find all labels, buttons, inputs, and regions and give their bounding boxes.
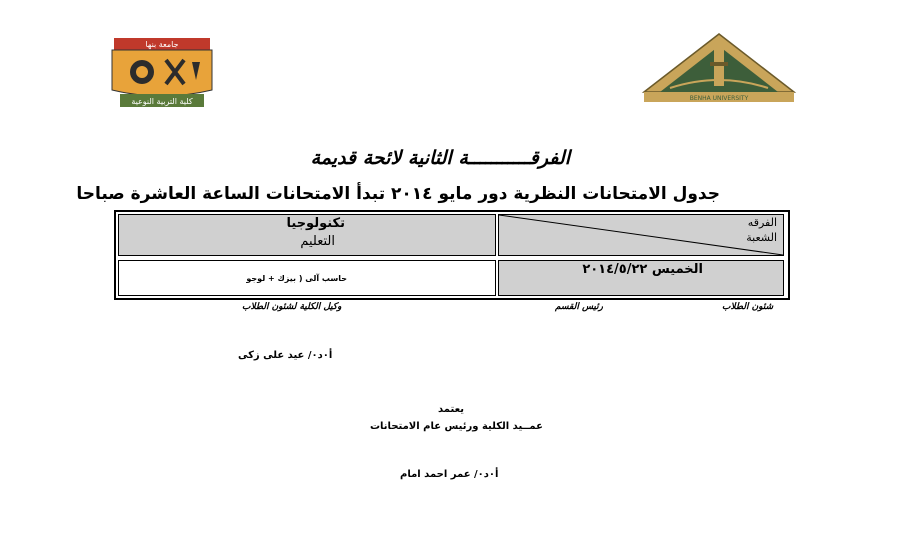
exam-schedule-table: [114, 210, 790, 300]
corner-header-cell: [498, 214, 784, 256]
page-title: الفرقـــــــــــة الثانية لائحة قديمة: [310, 147, 570, 169]
university-logo: [640, 32, 798, 108]
diagonal-divider: [499, 215, 783, 255]
signature-vice-dean: وكيل الكلية لشئون الطلاب: [242, 302, 342, 312]
page-subtitle: جدول الامتحانات النظرية دور مايو ٢٠١٤ تبدأ الامتحانات الساعة العاشرة صباحا: [76, 184, 720, 204]
header-label-section: الشعبة: [746, 231, 777, 244]
subject-text: حاسب آلى ( بيزك + لوجو: [246, 274, 347, 283]
approval-label: يعتمد: [438, 404, 464, 415]
dean-title: عمــيد الكلية ورئيس عام الامتحانات: [370, 421, 543, 432]
logo-university-name: BENHA UNIVERSITY: [689, 95, 749, 102]
faculty-logo: [100, 36, 224, 112]
date-cell: [498, 260, 784, 296]
exam-date: الخميس ٢٠١٤/٥/٢٢: [582, 262, 703, 277]
vice-dean-name: أ٠د٠/ عيد على زكى: [238, 350, 333, 361]
dept-subname: التعليم: [300, 234, 335, 249]
header-label-class: الفرقه: [747, 216, 777, 229]
signature-students-affairs: شئون الطلاب: [722, 302, 774, 312]
logo-faculty-text: كلية التربية النوعية: [131, 97, 193, 106]
logo-university-text: جامعة بنها: [145, 40, 179, 49]
subject-cell: [118, 260, 496, 296]
dept-name: تكنولوجيا: [286, 216, 345, 231]
signature-dept-head: رئيس القسم: [555, 302, 603, 312]
dean-name: أ٠د٠/ عمر احمد امام: [400, 469, 499, 480]
dept-header-cell: [118, 214, 496, 256]
